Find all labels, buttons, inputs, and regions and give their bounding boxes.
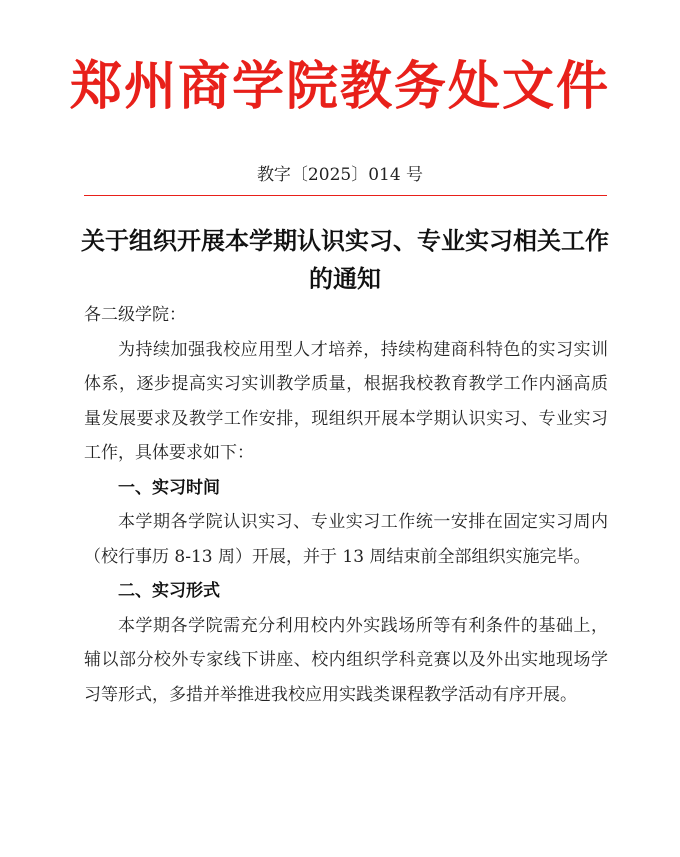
salutation: 各二级学院： [84,305,186,325]
intro-paragraph: 为持续加强我校应用型人才培养，持续构建商科特色的实习实训体系，逐步提高实习实训教学质量，根据我校教育教学工作内涵高质量发展要求及教学工作安排，现组织开展本学期认识实习、专业实习工作，具体要求如下： [84,339,608,463]
section-heading-time: 一、实习时间 [118,477,220,498]
document-number: 教字〔2025〕014 号 [256,165,424,185]
section-text-form: 本学期各学院需充分利用校内外实践场所等有利条件的基础上，辅以部分校外专家线下讲座、校内组织学科竞赛以及外出实地现场学习等形式，多措并举推进我校应用实践类课程教学活动有序开展。 [84,615,608,705]
section-heading-form: 二、实习形式 [118,581,220,601]
notice-title: 关于组织开展本学期认识实习、专业实习相关工作的通知 [81,227,609,293]
red-divider-rule [84,195,607,196]
notice-body [84,298,608,712]
document-header-title: 郑州商学院教务处文件 [69,56,610,117]
section-text-time: 本学期各学院认识实习、专业实习工作统一安排在固定实习周内（校行事历 8-13 周）开展，并于 13 周结束前全部组织实施完毕。 [84,512,608,567]
